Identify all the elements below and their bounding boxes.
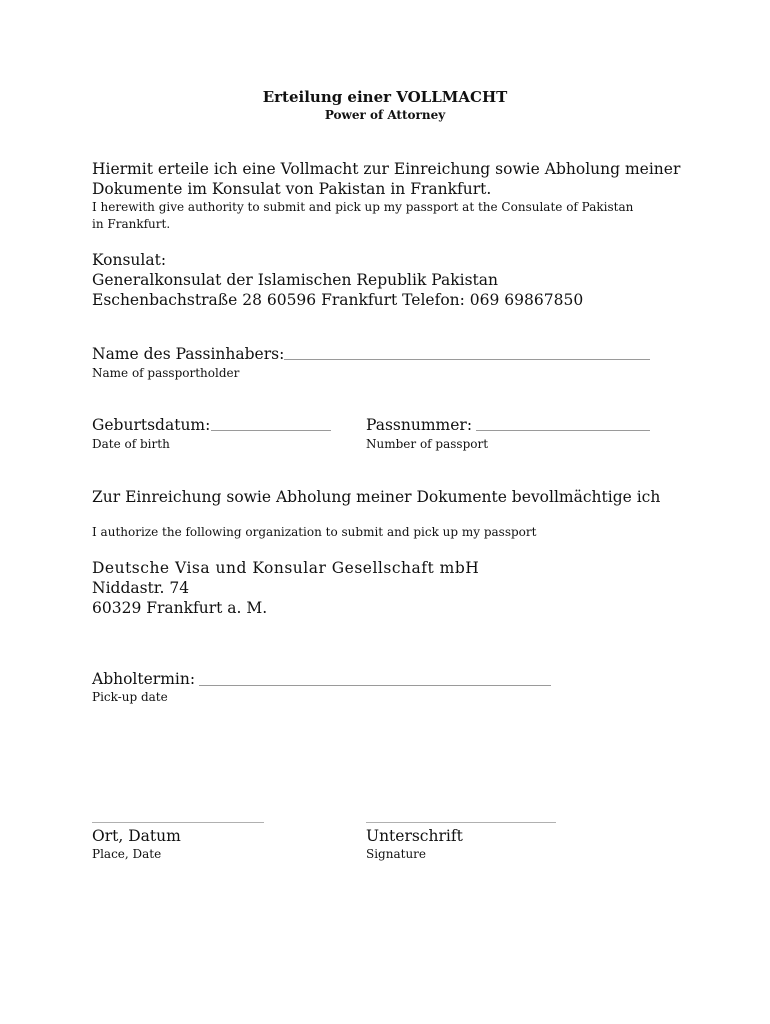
place-date-label: Ort, Datum bbox=[92, 827, 181, 845]
birth-date-sublabel: Date of birth bbox=[92, 437, 170, 451]
organization-street: Niddastr. 74 bbox=[92, 579, 190, 597]
holder-name-label: Name des Passinhabers: bbox=[92, 345, 285, 363]
document-subtitle: Power of Attorney bbox=[324, 108, 446, 122]
passport-number-field[interactable] bbox=[476, 430, 650, 431]
document-title: Erteilung einer VOLLMACHT bbox=[262, 88, 508, 106]
consulate-label: Konsulat: bbox=[92, 251, 167, 269]
pickup-date-sublabel: Pick-up date bbox=[92, 690, 168, 704]
pickup-date-field[interactable] bbox=[199, 685, 551, 686]
organization-name: Deutsche Visa und Konsular Gesellschaft mbH bbox=[92, 559, 480, 577]
place-date-field[interactable] bbox=[92, 822, 264, 823]
signature-sublabel: Signature bbox=[366, 847, 427, 861]
intro-de-line1: Hiermit erteile ich eine Vollmacht zur Einreichung sowie Abholung meiner bbox=[92, 160, 681, 178]
passport-number-label: Passnummer: bbox=[366, 416, 473, 434]
place-date-sublabel: Place, Date bbox=[92, 847, 162, 861]
consulate-address: Eschenbachstraße 28 60596 Frankfurt Telefon: 069 69867850 bbox=[92, 291, 584, 309]
passport-number-sublabel: Number of passport bbox=[366, 437, 489, 451]
holder-name-field[interactable] bbox=[284, 359, 650, 360]
intro-de-line2: Dokumente im Konsulat von Pakistan in Frankfurt. bbox=[92, 180, 492, 198]
intro-en-line2: in Frankfurt. bbox=[92, 217, 171, 231]
birth-date-field[interactable] bbox=[211, 430, 331, 431]
consulate-name: Generalkonsulat der Islamischen Republik Pakistan bbox=[92, 271, 499, 289]
birth-date-label: Geburtsdatum: bbox=[92, 416, 211, 434]
authorization-de: Zur Einreichung sowie Abholung meiner Dokumente bevollmächtige ich bbox=[92, 488, 661, 506]
holder-name-sublabel: Name of passportholder bbox=[92, 366, 240, 380]
intro-en-line1: I herewith give authority to submit and pick up my passport at the Consulate of Pakistan bbox=[92, 200, 634, 214]
pickup-date-label: Abholtermin: bbox=[92, 670, 196, 688]
signature-label: Unterschrift bbox=[366, 827, 463, 845]
signature-field[interactable] bbox=[366, 822, 556, 823]
organization-city: 60329 Frankfurt a. M. bbox=[92, 599, 268, 617]
authorization-en: I authorize the following organization to submit and pick up my passport bbox=[92, 525, 537, 539]
